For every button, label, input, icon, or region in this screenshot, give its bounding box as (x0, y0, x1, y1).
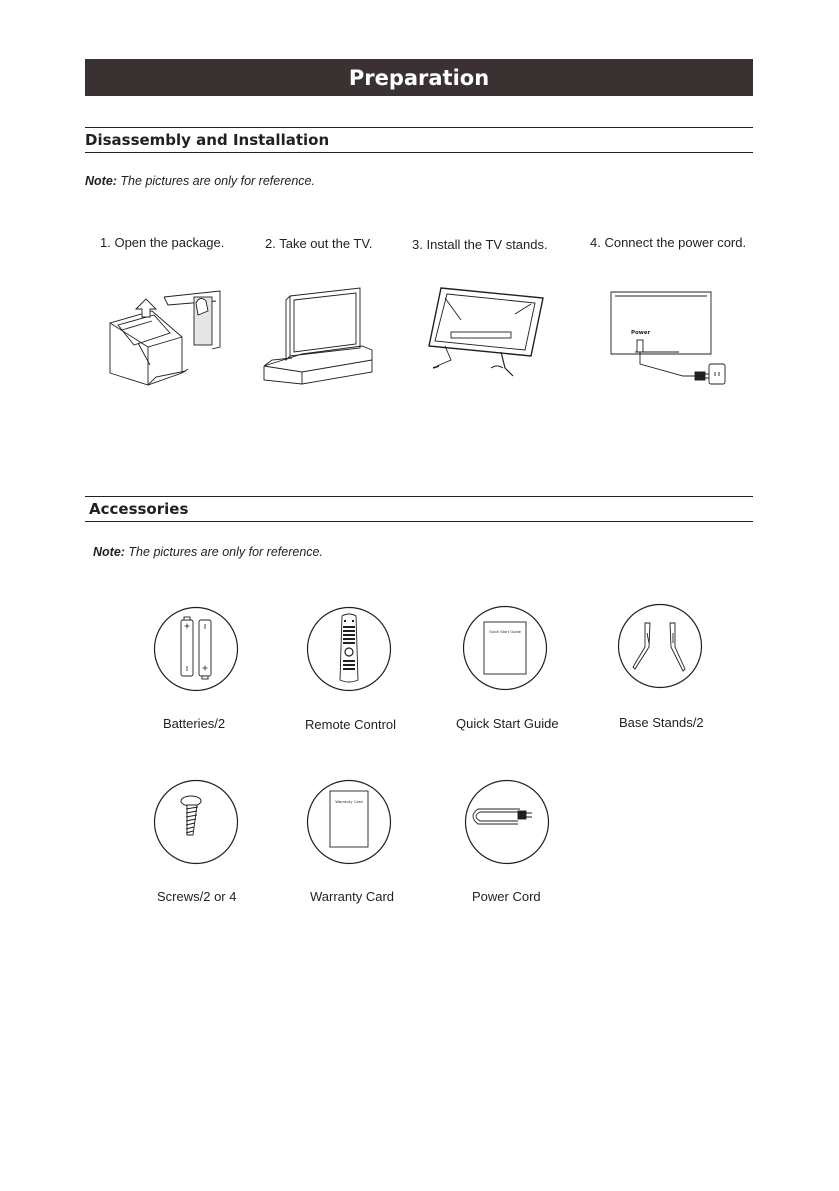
guide-cover-text: Quick Start Guide (489, 630, 521, 634)
note-label: Note: (93, 545, 125, 559)
step-4-label: 4. Connect the power cord. (590, 235, 747, 250)
power-cord-label: Power Cord (472, 889, 541, 904)
disassembly-note (85, 174, 315, 188)
base-stands-icon (617, 603, 703, 689)
warranty-cover-text: Warranty Card (335, 799, 363, 804)
accessories-note (93, 545, 323, 559)
screw-icon (153, 779, 239, 865)
open-package-illustration (108, 285, 220, 385)
quick-start-guide-label: Quick Start Guide (456, 716, 559, 731)
take-out-tv-illustration (262, 284, 374, 384)
base-stands-label: Base Stands/2 (619, 715, 704, 730)
warranty-card-label: Warranty Card (310, 889, 395, 904)
warranty-card-icon (306, 779, 392, 865)
note-text: The pictures are only for reference. (116, 174, 315, 188)
step-2-label: 2. Take out the TV. (265, 236, 373, 251)
note-text: The pictures are only for reference. (124, 545, 323, 559)
screws-label: Screws/2 or 4 (157, 889, 237, 904)
install-stands-illustration (425, 284, 547, 380)
disassembly-heading: Disassembly and Installation (85, 127, 753, 153)
power-port-label: Power (631, 330, 651, 336)
step-3-label: 3. Install the TV stands. (412, 237, 548, 252)
batteries-label: Batteries/2 (163, 716, 226, 731)
batteries-icon (153, 606, 239, 692)
accessories-heading: Accessories (85, 496, 753, 522)
quick-start-guide-icon (462, 605, 548, 691)
connect-power-illustration (611, 288, 725, 384)
remote-control-icon (306, 606, 392, 692)
remote-control-label: Remote Control (305, 717, 397, 732)
step-1-label: 1. Open the package. (100, 235, 225, 250)
note-label: Note: (85, 174, 117, 188)
page-title: Preparation (85, 59, 753, 96)
power-cord-icon (464, 779, 550, 865)
